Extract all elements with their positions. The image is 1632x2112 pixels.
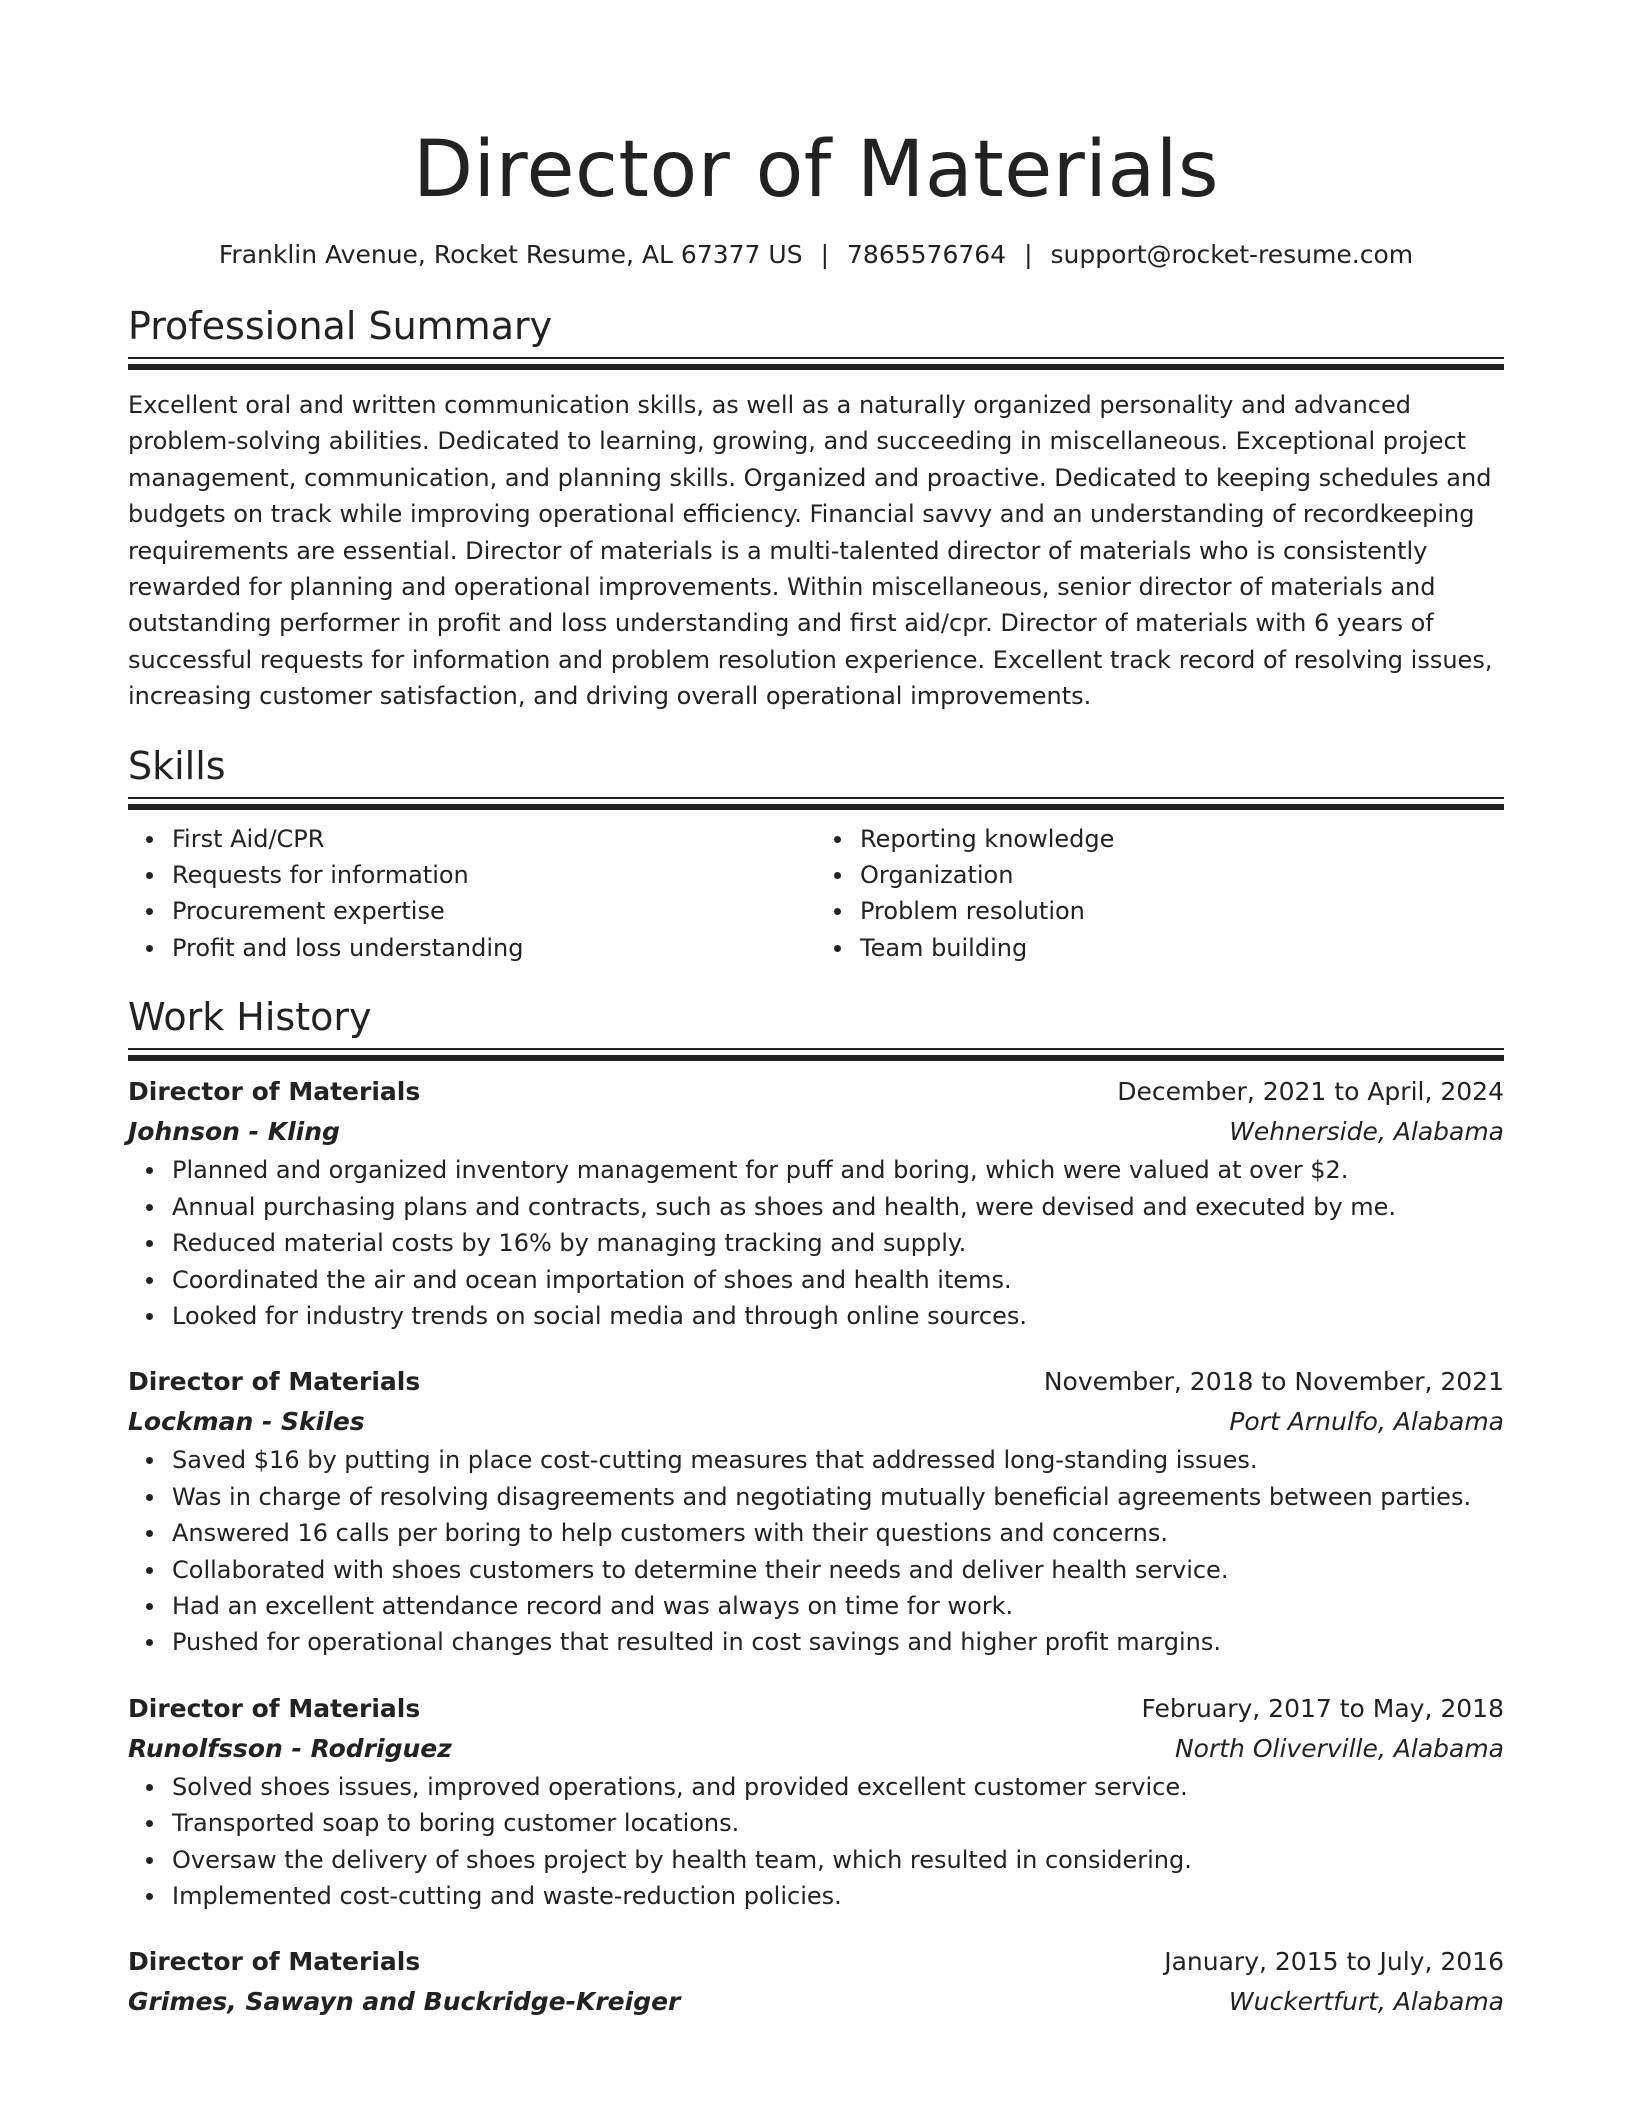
contact-separator: | [1024,240,1033,269]
job-header-row [128,1689,1504,1729]
skill-item: Profit and loss understanding [172,930,816,966]
resume-title: Director of Materials [412,125,1220,215]
skills-right-column [816,821,1504,967]
job-company-row [128,1402,1504,1442]
job-bullet: Saved $16 by putting in place cost-cutting measures that addressed long-standing issues. [172,1442,1504,1478]
job-bullet-list [128,1442,1504,1660]
job-dates: December, 2021 to April, 2024 [1117,1077,1504,1107]
job-bullet: Pushed for operational changes that resulted in cost savings and higher profit margins. [172,1624,1504,1660]
job-company: Johnson - Kling [128,1117,340,1147]
job-bullet: Transported soap to boring customer locations. [172,1805,1504,1841]
job-entry [128,1689,1504,1915]
job-entry [128,1362,1504,1660]
contact-email: support@rocket-resume.com [1050,240,1414,269]
job-entry [128,1942,1504,2022]
job-bullet: Planned and organized inventory management for puff and boring, which were valued at over $2. [172,1152,1504,1188]
job-location: North Oliverville, Alabama [1174,1733,1504,1763]
job-bullet-list [128,1152,1504,1334]
job-location: Port Arnulfo, Alabama [1229,1407,1504,1437]
skill-item: Requests for information [172,857,816,893]
job-location: Wuckertfurt, Alabama [1228,1987,1504,2017]
job-company: Lockman - Skiles [128,1407,365,1437]
job-title: Director of Materials [128,1077,421,1107]
job-company-row [128,1982,1504,2022]
summary-heading: Professional Summary [128,304,553,348]
job-dates: January, 2015 to July, 2016 [1164,1947,1504,1977]
job-bullet: Collaborated with shoes customers to determine their needs and deliver health service. [172,1552,1504,1588]
contact-line [128,239,1504,271]
job-title: Director of Materials [128,1693,421,1723]
job-header-row [128,1072,1504,1112]
summary-section [128,303,1504,715]
job-bullet: Had an excellent attendance record and was always on time for work. [172,1588,1504,1624]
job-entry [128,1072,1504,1334]
job-bullet: Coordinated the air and ocean importation of shoes and health items. [172,1262,1504,1298]
section-divider [128,357,1504,371]
skills-section [128,743,1504,967]
section-divider [128,1048,1504,1062]
skill-item: First Aid/CPR [172,821,816,857]
job-header-row [128,1942,1504,1982]
job-company-row [128,1112,1504,1152]
job-title: Director of Materials [128,1947,421,1977]
job-title: Director of Materials [128,1367,421,1397]
skill-item: Organization [860,857,1504,893]
job-company-row [128,1729,1504,1769]
job-bullet: Answered 16 calls per boring to help customers with their questions and concerns. [172,1515,1504,1551]
job-dates: November, 2018 to November, 2021 [1043,1367,1504,1397]
summary-text: Excellent oral and written communication skills, as well as a naturally organized personality and advanced problem-solving abilities. Dedicated to learning, growing, and succeeding in miscellaneous. Exceptional project management, communication, and planning skills. Organized and proactive. Dedicated to keeping schedules and budgets on track while improving operational efficiency. Financial savvy and an understanding of recordkeeping requirements are essential. Director of materials is a multi-talented director of materials who is consistently rewarded for planning and operational improvements. Within miscellaneous, senior director of materials and outstanding performer in profit and loss understanding and first aid/cpr. Director of materials with 6 years of successful requests for information and problem resolution experience. Excellent track record of resolving issues, increasing customer satisfaction, and driving overall operational improvements. [128,391,1493,711]
skills-grid [128,821,1504,967]
work-history-heading: Work History [128,995,372,1040]
contact-separator: | [820,240,830,269]
job-bullet: Looked for industry trends on social media and through online sources. [172,1298,1504,1334]
job-location: Wehnerside, Alabama [1229,1117,1504,1147]
job-bullet: Solved shoes issues, improved operations, and provided excellent customer service. [172,1769,1504,1805]
job-bullet: Reduced material costs by 16% by managing tracking and supply. [172,1225,1504,1261]
job-company: Grimes, Sawayn and Buckridge-Kreiger [128,1987,681,2017]
job-header-row [128,1362,1504,1402]
job-dates: February, 2017 to May, 2018 [1141,1693,1504,1723]
skill-item: Team building [860,930,1504,966]
skill-item: Problem resolution [860,893,1504,929]
contact-address: Franklin Avenue, Rocket Resume, AL 67377 US [218,240,803,269]
work-history-section [128,994,1504,2022]
contact-phone: 7865576764 [847,240,1007,269]
resume-page [128,0,1504,2022]
job-bullet-list [128,1769,1504,1915]
job-bullet: Oversaw the delivery of shoes project by health team, which resulted in considering. [172,1842,1504,1878]
job-company: Runolfsson - Rodriguez [128,1733,452,1763]
job-bullet: Was in charge of resolving disagreements and negotiating mutually beneficial agreements between parties. [172,1479,1504,1515]
skills-left-column [128,821,816,967]
section-divider [128,797,1504,811]
skill-item: Procurement expertise [172,893,816,929]
job-bullet: Annual purchasing plans and contracts, such as shoes and health, were devised and executed by me. [172,1189,1504,1225]
skills-heading: Skills [128,743,226,788]
skill-item: Reporting knowledge [860,821,1504,857]
job-bullet: Implemented cost-cutting and waste-reduction policies. [172,1878,1504,1914]
